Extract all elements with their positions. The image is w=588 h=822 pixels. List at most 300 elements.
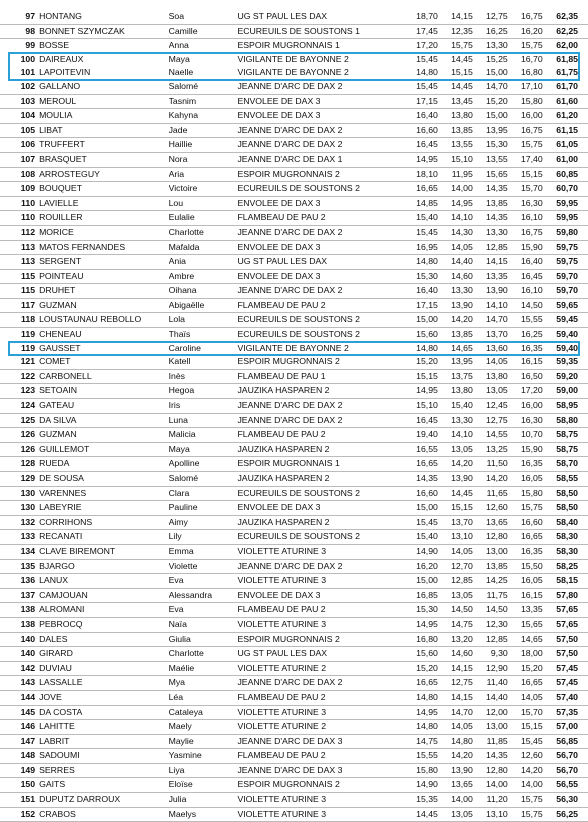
score-1-cell: 15,60 <box>403 647 438 662</box>
name-cell: DRUHET <box>39 284 169 299</box>
first-name-cell: Yasmine <box>169 749 238 764</box>
rank-cell: 119 <box>21 329 36 340</box>
first-name-cell: Nora <box>169 152 238 167</box>
total-cell: 61,15 <box>543 123 588 138</box>
total-cell: 61,05 <box>543 138 588 153</box>
rank-cell: 121 <box>0 355 39 369</box>
score-1-cell: 15,80 <box>403 763 438 778</box>
score-1-cell: 18,10 <box>403 167 438 182</box>
rank-cell: 132 <box>0 515 39 530</box>
score-4-cell: 15,75 <box>520 40 543 51</box>
table-row <box>0 588 588 603</box>
club-cell: JEANNE D'ARC DE DAX 1 <box>237 152 403 167</box>
score-1-cell: 19,40 <box>403 428 438 443</box>
score-2-cell: 12,70 <box>438 559 473 574</box>
rank-cell: 133 <box>0 530 39 545</box>
first-name-cell: Giulia <box>169 632 238 647</box>
score-3-cell: 12,00 <box>473 705 508 720</box>
total-cell: 58,80 <box>543 413 588 428</box>
score-3-cell: 14,35 <box>473 211 508 226</box>
score-2-cell: 14,75 <box>438 617 473 632</box>
table-row <box>0 486 588 501</box>
score-3-cell: 13,30 <box>473 225 508 240</box>
score-2-cell: 14,20 <box>438 313 473 328</box>
club-cell: VIOLETTE ATURINE 2 <box>237 720 403 735</box>
score-1-cell: 15,45 <box>403 80 438 94</box>
score-1-cell: 14,80 <box>416 67 438 78</box>
name-cell: MEROUL <box>39 94 169 109</box>
score-2-cell: 13,20 <box>438 632 473 647</box>
score-1-cell: 17,45 <box>403 24 438 39</box>
score-2-cell: 14,60 <box>438 269 473 284</box>
name-cell: CORRIHONS <box>39 515 169 530</box>
club-cell: ECUREUILS DE SOUSTONS 2 <box>237 182 403 197</box>
club-cell: VIOLETTE ATURINE 3 <box>237 793 403 808</box>
score-1-cell: 15,45 <box>403 515 438 530</box>
first-name-cell: Lou <box>169 196 238 211</box>
table-row <box>0 530 588 545</box>
club-cell: FLAMBEAU DE PAU 2 <box>237 603 403 618</box>
rank-cell: 146 <box>0 720 39 735</box>
club-cell: VIOLETTE ATURINE 3 <box>237 807 403 822</box>
name-cell: LANUX <box>39 574 169 589</box>
name-cell: TRUFFERT <box>39 138 169 153</box>
score-3-cell: 13,60 <box>486 342 508 353</box>
score-2-cell: 15,75 <box>451 40 473 51</box>
rank-cell: 101 <box>20 67 36 78</box>
score-1-cell: 15,20 <box>403 355 438 369</box>
table-row <box>0 807 588 822</box>
table-row <box>0 574 588 589</box>
name-cell: LABRIT <box>39 734 169 749</box>
score-2-cell: 14,45 <box>438 80 473 94</box>
score-4-cell: 16,75 <box>508 225 543 240</box>
score-2-cell: 13,90 <box>438 763 473 778</box>
table-row <box>0 66 588 80</box>
score-2-cell: 13,10 <box>438 530 473 545</box>
score-2-cell: 13,30 <box>438 284 473 299</box>
score-3-cell: 11,20 <box>473 793 508 808</box>
rank-cell: 105 <box>0 123 39 138</box>
rank-cell: 99 <box>25 40 36 51</box>
score-4-cell: 17,40 <box>508 152 543 167</box>
rank-cell: 140 <box>0 647 39 662</box>
name-cell: CLAVE BIREMONT <box>39 544 169 559</box>
score-2-cell: 11,95 <box>438 167 473 182</box>
score-1-cell: 15,00 <box>403 501 438 516</box>
score-1-cell: 14,95 <box>403 152 438 167</box>
score-1-cell: 16,60 <box>403 123 438 138</box>
table-row <box>0 328 588 342</box>
score-4-cell: 15,80 <box>508 94 543 109</box>
name-cell: ARROSTEGUY <box>39 167 169 182</box>
score-2-cell: 14,05 <box>438 544 473 559</box>
club-cell: VIOLETTE ATURINE 2 <box>237 661 403 676</box>
score-2-cell: 14,45 <box>451 53 473 64</box>
score-4-cell: 16,15 <box>508 355 543 369</box>
club-cell: UG ST PAUL LES DAX <box>237 10 403 24</box>
score-2-cell: 13,80 <box>438 109 473 124</box>
score-4-cell: 16,35 <box>508 457 543 472</box>
rank-cell: 113 <box>0 240 39 255</box>
name-cell: BOSSE <box>39 40 69 51</box>
score-2-cell: 14,20 <box>438 749 473 764</box>
score-4-cell: 16,40 <box>508 255 543 270</box>
score-3-cell: 11,75 <box>473 588 508 603</box>
score-4-cell: 16,45 <box>508 269 543 284</box>
name-cell: DAIREAUX <box>39 53 84 64</box>
score-2-cell: 12,75 <box>438 676 473 691</box>
score-1-cell: 15,00 <box>403 574 438 589</box>
score-1-cell: 15,30 <box>403 603 438 618</box>
name-cell: DUPUTZ DARROUX <box>39 793 169 808</box>
score-2-cell: 13,80 <box>438 384 473 399</box>
club-cell: ENVOLEE DE DAX 3 <box>237 196 403 211</box>
score-2-cell: 14,00 <box>438 182 473 197</box>
club-cell: FLAMBEAU DE PAU 2 <box>237 428 403 443</box>
score-3-cell: 15,30 <box>473 138 508 153</box>
table-row <box>0 428 588 443</box>
total-cell: 56,70 <box>543 763 588 778</box>
rank-cell: 123 <box>0 384 39 399</box>
score-4-cell: 16,30 <box>508 196 543 211</box>
score-1-cell: 17,15 <box>403 94 438 109</box>
score-3-cell: 13,00 <box>473 720 508 735</box>
club-cell: JEANNE D'ARC DE DAX 2 <box>237 225 403 240</box>
first-name-cell: Anna <box>168 40 189 51</box>
club-cell: ENVOLEE DE DAX 3 <box>237 588 403 603</box>
score-1-cell: 16,80 <box>403 632 438 647</box>
table-row <box>0 705 588 720</box>
first-name-cell: Jade <box>169 123 238 138</box>
first-name-cell: Charlotte <box>169 647 238 662</box>
rank-cell: 151 <box>0 793 39 808</box>
total-cell: 57,80 <box>543 588 588 603</box>
name-cell: LAPOITEVIN <box>39 67 91 78</box>
total-cell: 59,75 <box>543 240 588 255</box>
score-4-cell: 16,35 <box>508 544 543 559</box>
first-name-cell: Camille <box>169 24 238 39</box>
name-cell: ALROMANI <box>39 603 169 618</box>
score-3-cell: 11,85 <box>473 734 508 749</box>
total-cell: 57,65 <box>543 617 588 632</box>
score-4-cell: 15,15 <box>508 167 543 182</box>
club-cell: ESPOIR MUGRONNAIS 2 <box>237 355 403 369</box>
first-name-cell: Apolline <box>169 457 238 472</box>
name-cell: LASSALLE <box>39 676 169 691</box>
score-2-cell: 13,85 <box>438 123 473 138</box>
score-4-cell: 17,10 <box>508 80 543 94</box>
total-cell: 58,95 <box>543 399 588 414</box>
score-2-cell: 14,40 <box>438 255 473 270</box>
score-4-cell: 15,50 <box>508 559 543 574</box>
score-3-cell: 13,35 <box>473 269 508 284</box>
rank-cell: 143 <box>0 676 39 691</box>
first-name-cell: Lily <box>169 530 238 545</box>
score-4-cell: 15,45 <box>508 734 543 749</box>
score-3-cell: 15,20 <box>473 94 508 109</box>
first-name-cell: Emma <box>169 544 238 559</box>
score-2-cell: 15,10 <box>438 152 473 167</box>
club-cell: ECUREUILS DE SOUSTONS 2 <box>237 313 403 328</box>
first-name-cell: Charlotte <box>169 225 238 240</box>
rank-cell: 109 <box>0 182 39 197</box>
score-2-cell: 13,55 <box>438 138 473 153</box>
first-name-cell: Ambre <box>169 269 238 284</box>
score-2-cell: 14,15 <box>438 661 473 676</box>
name-cell: MOULIA <box>39 109 169 124</box>
score-2-cell: 12,35 <box>438 24 473 39</box>
score-2-cell: 14,05 <box>438 240 473 255</box>
rank-cell: 138 <box>0 603 39 618</box>
rank-cell: 148 <box>0 749 39 764</box>
name-cell: DA COSTA <box>39 705 169 720</box>
club-cell: ESPOIR MUGRONNAIS 1 <box>237 457 403 472</box>
rank-cell: 149 <box>0 763 39 778</box>
total-cell: 57,50 <box>543 647 588 662</box>
club-cell: ENVOLEE DE DAX 3 <box>237 109 403 124</box>
rank-cell: 137 <box>0 588 39 603</box>
score-3-cell: 13,90 <box>473 284 508 299</box>
club-cell: VIOLETTE ATURINE 3 <box>237 544 403 559</box>
club-cell: FLAMBEAU DE PAU 2 <box>237 749 403 764</box>
total-cell: 62,00 <box>556 40 578 51</box>
first-name-cell: Naïa <box>169 617 238 632</box>
rank-cell: 126 <box>0 442 39 457</box>
club-cell: JEANNE D'ARC DE DAX 2 <box>237 123 403 138</box>
total-cell: 58,50 <box>543 486 588 501</box>
table-row <box>0 196 588 211</box>
score-2-cell: 14,15 <box>438 10 473 24</box>
club-cell: ENVOLEE DE DAX 3 <box>237 240 403 255</box>
score-2-cell: 13,05 <box>438 442 473 457</box>
score-2-cell: 13,05 <box>438 807 473 822</box>
table-row <box>0 313 588 328</box>
score-2-cell: 13,95 <box>438 355 473 369</box>
name-cell: DUVIAU <box>39 661 169 676</box>
first-name-cell: Mafalda <box>169 240 238 255</box>
total-cell: 58,30 <box>543 530 588 545</box>
name-cell: COMET <box>39 355 169 369</box>
total-cell: 59,80 <box>543 225 588 240</box>
rank-cell: 150 <box>0 778 39 793</box>
first-name-cell: Aimy <box>169 515 238 530</box>
score-3-cell: 12,75 <box>473 10 508 24</box>
name-cell: CHENEAU <box>39 329 82 340</box>
score-4-cell: 15,75 <box>508 138 543 153</box>
table-row <box>0 501 588 516</box>
rank-cell: 119 <box>21 342 36 353</box>
table-row <box>0 472 588 487</box>
score-4-cell: 14,20 <box>508 763 543 778</box>
score-4-cell: 15,75 <box>508 501 543 516</box>
score-3-cell: 12,60 <box>473 501 508 516</box>
total-cell: 58,25 <box>543 559 588 574</box>
score-2-cell: 13,70 <box>438 515 473 530</box>
name-cell: GUILLEMOT <box>39 442 169 457</box>
score-1-cell: 14,80 <box>403 255 438 270</box>
score-4-cell: 13,35 <box>508 603 543 618</box>
score-4-cell: 16,00 <box>508 109 543 124</box>
name-cell: MORICE <box>39 225 169 240</box>
club-cell: FLAMBEAU DE PAU 2 <box>237 211 403 226</box>
score-2-cell: 14,95 <box>438 196 473 211</box>
score-1-cell: 14,90 <box>403 544 438 559</box>
score-1-cell: 14,80 <box>403 690 438 705</box>
first-name-cell: Naelle <box>168 67 194 78</box>
total-cell: 61,20 <box>543 109 588 124</box>
total-cell: 57,50 <box>543 632 588 647</box>
score-2-cell: 13,05 <box>438 588 473 603</box>
score-4-cell: 15,70 <box>508 182 543 197</box>
score-3-cell: 13,55 <box>473 152 508 167</box>
total-cell: 56,70 <box>543 749 588 764</box>
table-row <box>0 457 588 472</box>
first-name-cell: Maylie <box>169 734 238 749</box>
rank-cell: 115 <box>0 284 39 299</box>
name-cell: BOUQUET <box>39 182 169 197</box>
club-cell: JEANNE D'ARC DE DAX 2 <box>237 284 403 299</box>
rank-cell: 134 <box>0 544 39 559</box>
score-1-cell: 15,30 <box>403 269 438 284</box>
name-cell: RUEDA <box>39 457 169 472</box>
score-3-cell: 12,90 <box>473 661 508 676</box>
first-name-cell: Ania <box>169 255 238 270</box>
score-2-cell: 14,10 <box>438 428 473 443</box>
club-cell: ENVOLEE DE DAX 3 <box>237 94 403 109</box>
score-2-cell: 13,65 <box>438 778 473 793</box>
score-3-cell: 15,00 <box>486 67 508 78</box>
table-row <box>0 603 588 618</box>
total-cell: 61,75 <box>556 67 578 78</box>
rank-cell: 125 <box>0 413 39 428</box>
score-1-cell: 16,55 <box>403 442 438 457</box>
rank-cell: 124 <box>0 399 39 414</box>
total-cell: 59,70 <box>543 269 588 284</box>
score-3-cell: 13,95 <box>473 123 508 138</box>
score-1-cell: 15,45 <box>403 225 438 240</box>
name-cell: DALES <box>39 632 169 647</box>
total-cell: 59,70 <box>543 284 588 299</box>
rank-cell: 128 <box>0 457 39 472</box>
score-4-cell: 15,65 <box>508 617 543 632</box>
table-row <box>0 152 588 167</box>
score-1-cell: 17,20 <box>416 40 438 51</box>
score-2-cell: 14,05 <box>438 720 473 735</box>
table-row <box>0 515 588 530</box>
score-2-cell: 15,15 <box>451 67 473 78</box>
total-cell: 57,45 <box>543 676 588 691</box>
club-cell: JAUZIKA HASPAREN 2 <box>237 472 403 487</box>
rank-cell: 98 <box>0 24 39 39</box>
club-cell: FLAMBEAU DE PAU 2 <box>237 690 403 705</box>
score-1-cell: 17,15 <box>403 298 438 313</box>
score-1-cell: 16,65 <box>403 676 438 691</box>
first-name-cell: Léa <box>169 690 238 705</box>
first-name-cell: Caroline <box>168 342 201 353</box>
table-row <box>0 211 588 226</box>
table-row <box>0 255 588 270</box>
score-3-cell: 11,65 <box>473 486 508 501</box>
club-cell: JAUZIKA HASPAREN 2 <box>237 515 403 530</box>
score-4-cell: 14,00 <box>508 778 543 793</box>
name-cell: CARBONELL <box>39 369 169 384</box>
table-row <box>0 369 588 384</box>
total-cell: 57,40 <box>543 690 588 705</box>
table-row <box>0 778 588 793</box>
rank-cell: 144 <box>0 690 39 705</box>
score-3-cell: 12,80 <box>473 763 508 778</box>
table-row <box>0 94 588 109</box>
score-2-cell: 14,30 <box>438 225 473 240</box>
score-4-cell: 16,05 <box>508 574 543 589</box>
name-cell: POINTEAU <box>39 269 169 284</box>
score-4-cell: 16,15 <box>508 588 543 603</box>
total-cell: 59,45 <box>543 313 588 328</box>
table-row <box>0 632 588 647</box>
table-row <box>0 24 588 39</box>
club-cell: JEANNE D'ARC DE DAX 2 <box>237 399 403 414</box>
score-1-cell: 14,95 <box>403 705 438 720</box>
rank-cell: 152 <box>0 807 39 822</box>
score-3-cell: 14,35 <box>473 182 508 197</box>
score-2-cell: 14,60 <box>438 647 473 662</box>
first-name-cell: Eulalie <box>169 211 238 226</box>
total-cell: 59,40 <box>556 342 578 353</box>
score-3-cell: 14,05 <box>473 355 508 369</box>
score-4-cell: 16,10 <box>508 284 543 299</box>
score-1-cell: 16,40 <box>403 284 438 299</box>
club-cell: VIGILANTE DE BAYONNE 2 <box>237 53 349 64</box>
rank-cell: 115 <box>0 269 39 284</box>
table-row <box>0 749 588 764</box>
table-row <box>0 413 588 428</box>
first-name-cell: Alessandra <box>169 588 238 603</box>
score-1-cell: 14,35 <box>403 472 438 487</box>
score-1-cell: 16,85 <box>403 588 438 603</box>
table-row <box>0 544 588 559</box>
score-4-cell: 16,65 <box>508 676 543 691</box>
score-3-cell: 13,65 <box>473 515 508 530</box>
total-cell: 57,00 <box>543 720 588 735</box>
first-name-cell: Liya <box>169 763 238 778</box>
club-cell: FLAMBEAU DE PAU 2 <box>237 298 403 313</box>
score-3-cell: 12,85 <box>473 632 508 647</box>
club-cell: ESPOIR MUGRONNAIS 2 <box>237 167 403 182</box>
name-cell: DA SILVA <box>39 413 169 428</box>
first-name-cell: Iris <box>169 399 238 414</box>
name-cell: VARENNES <box>39 486 169 501</box>
first-name-cell: Thaïs <box>168 329 191 340</box>
rank-cell: 142 <box>0 661 39 676</box>
total-cell: 62,25 <box>543 24 588 39</box>
club-cell: ESPOIR MUGRONNAIS 2 <box>237 778 403 793</box>
table-row <box>0 399 588 414</box>
table-row <box>0 53 588 67</box>
score-3-cell: 13,70 <box>486 329 508 340</box>
score-1-cell: 15,10 <box>403 399 438 414</box>
score-4-cell: 16,60 <box>508 515 543 530</box>
score-4-cell: 14,50 <box>508 298 543 313</box>
table-row <box>0 617 588 632</box>
table-row <box>0 355 588 369</box>
score-4-cell: 16,10 <box>508 211 543 226</box>
total-cell: 58,30 <box>543 544 588 559</box>
score-3-cell: 11,50 <box>473 457 508 472</box>
rank-cell: 126 <box>0 428 39 443</box>
first-name-cell: Aria <box>169 167 238 182</box>
total-cell: 59,20 <box>543 369 588 384</box>
